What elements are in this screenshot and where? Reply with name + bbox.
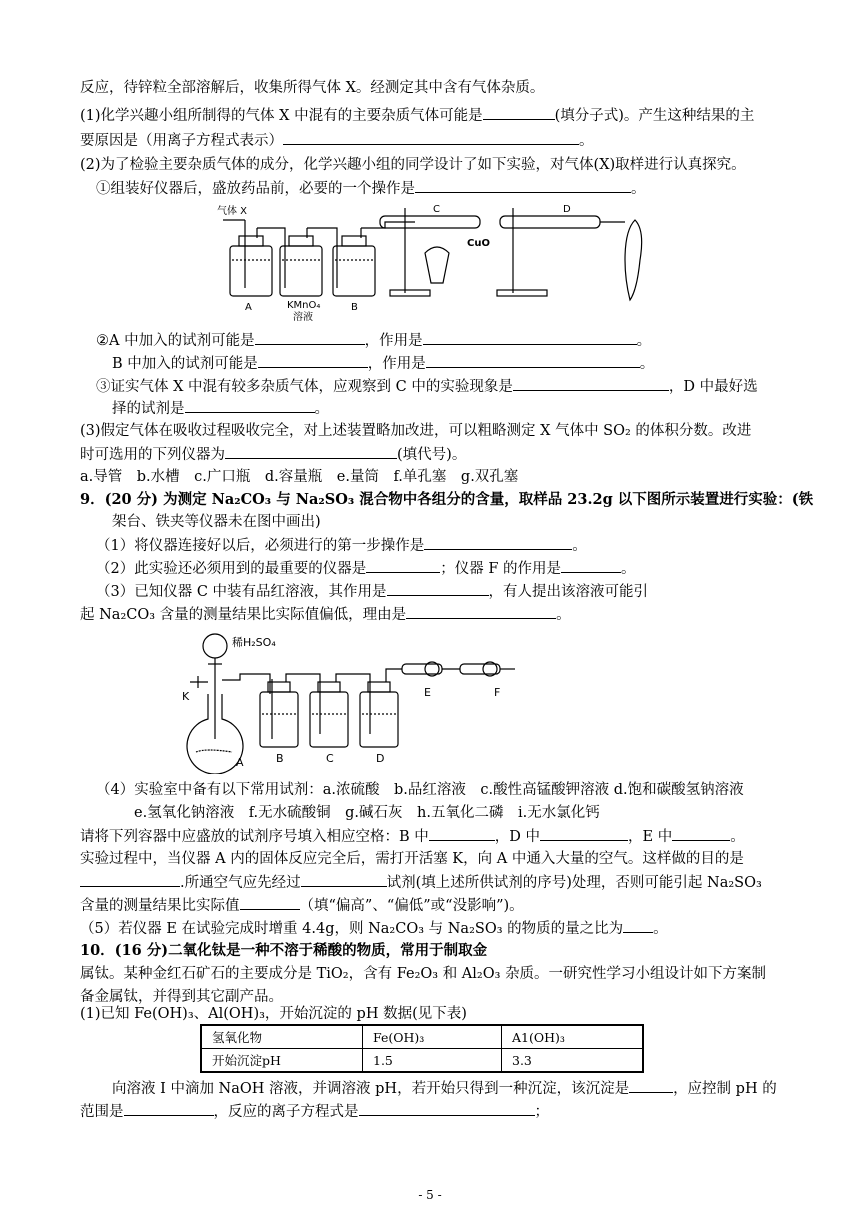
line-q9b: 架台、铁夹等仪器未在图中画出) [112,514,321,530]
answer-blank[interactable] [283,130,579,145]
answer-blank[interactable] [124,1101,214,1116]
answer-blank[interactable] [255,330,365,345]
line-q9-3b: 起 Na₂CO₃ 含量的测量结果比实际值偏低，理由是 。 [80,604,571,625]
answer-blank[interactable] [258,353,368,368]
apparatus-figure-1 [215,198,665,323]
answer-blank[interactable] [240,895,300,910]
table-cell: 氢氧化物 [201,1025,363,1049]
line-q9: 9．(20 分) 为测定 Na₂CO₃ 与 Na₂SO₃ 混合物中各组分的含量，取样品 23.2g 以下图所示装置进行实验：(铁 [80,491,814,508]
answer-blank[interactable] [423,330,637,345]
line-q9-3: （3）已知仪器 C 中装有品红溶液，其作用是 ，有人提出该溶液可能引 [96,581,648,602]
answer-blank[interactable] [426,353,640,368]
table-row [201,1025,643,1049]
line-q2-2a: ②A 中加入的试剂可能是 ，作用是 。 [96,330,651,351]
line-q10c: 备金属钛，并得到其它副产品。 [80,989,283,1005]
answer-blank[interactable] [540,826,628,841]
line-q3: (3)假定气体在吸收过程吸收完全，对上述装置略加改进，可以粗略测定 X 气体中 SO₂ 的体积分数。改进 [80,423,752,439]
answer-blank[interactable] [225,444,397,459]
answer-blank[interactable] [429,826,495,841]
label-a: A [245,302,252,313]
line-q9-2: （2）此实验还必须用到的最重要的仪器是 ；仪器 F 的作用是 。 [96,558,636,579]
table-cell: Fe(OH)₃ [363,1025,502,1049]
answer-blank[interactable] [424,535,572,550]
table-cell: 开始沉淀pH [201,1049,363,1073]
answer-blank[interactable] [185,398,315,413]
line-q9-4: （4）实验室中备有以下常用试剂：a.浓硫酸 b.品红溶液 c.酸性高锰酸钾溶液 d.饱和碳酸氢钠溶液 [96,782,744,798]
answer-blank[interactable] [387,581,489,596]
label-c: C [326,752,334,765]
gas-x-label: 气体 X [217,206,248,217]
answer-blank[interactable] [415,178,631,193]
line-q2: (2)为了检验主要杂质气体的成分，化学兴趣小组的同学设计了如下实验，对气体(X)取样进行认真探究。 [80,157,746,173]
answer-blank[interactable] [406,604,556,619]
table-cell: 1.5 [363,1049,502,1073]
line-options: a.导管 b.水槽 c.广口瓶 d.容量瓶 e.量筒 f.单孔塞 g.双孔塞 [80,469,519,485]
answer-blank[interactable] [359,1101,535,1116]
label-b: B [351,302,358,313]
line-q9-4d: 实验过程中，当仪器 A 内的固体反应完全后，需打开活塞 K，向 A 中通入大量的空气。这样做的目的是 [80,851,744,867]
line-1: 反应，待锌粒全部溶解后，收集所得气体 X。经测定其中含有气体杂质。 [80,80,545,96]
answer-blank[interactable] [629,1078,673,1093]
label-kmno4: KMnO₄ [287,300,321,311]
line-q9-4f: 含量的测量结果比实际值 （填“偏高”、“偏低”或“没影响”)。 [80,895,524,916]
answer-blank[interactable] [366,558,440,573]
answer-blank[interactable] [623,918,653,933]
answer-blank[interactable] [513,376,669,391]
label-a: A [236,756,244,769]
line-q2-1: ①组装好仪器后，盛放药品前，必要的一个操作是 。 [96,178,646,199]
label-f: F [494,686,501,699]
line-q10b: 属钛。某种金红石矿石的主要成分是 TiO₂，含有 Fe₂O₃ 和 Al₂O₃ 杂质。一研究性学习小组设计如下方案制 [80,966,767,982]
answer-blank[interactable] [301,872,387,887]
label-b: B [276,752,284,765]
line-q3b: 时可选用的下列仪器为 (填代号)。 [80,444,466,465]
line-q10-1: (1)已知 Fe(OH)₃、Al(OH)₃，开始沉淀的 pH 数据(见下表) [80,1006,467,1022]
label-d: D [376,752,385,765]
line-q10-1c: 范围是 ，反应的离子方程式是 ； [80,1101,549,1122]
ph-table [200,1024,644,1073]
answer-blank[interactable] [483,105,555,120]
line-q10: 10．(16 分)二氧化钛是一种不溶于稀酸的物质，常用于制取金 [80,942,488,959]
line-q9-4c: 请将下列容器中应盛放的试剂序号填入相应空格：B 中 ，D 中 ，E 中 。 [80,826,745,847]
answer-blank[interactable] [80,872,180,887]
line-q9-4e: .所通空气应先经过 试剂(填上述所供试剂的序号)处理，否则可能引起 Na₂SO₃ [80,872,762,893]
table-row [201,1049,643,1073]
label-solution: 溶液 [293,312,313,323]
line-q9-1: （1）将仪器连接好以后，必须进行的第一步操作是 。 [96,535,587,556]
line-q9-4b: e.氢氧化钠溶液 f.无水硫酸铜 g.碱石灰 h.五氧化二磷 i.无水氯化钙 [134,805,600,821]
line-q1-reason: 要原因是（用离子方程式表示） 。 [80,130,594,151]
line-q2-2b: B 中加入的试剂可能是 ，作用是 。 [112,353,654,374]
answer-blank[interactable] [561,558,621,573]
line-q10-1b: 向溶液 I 中滴加 NaOH 溶液，并调溶液 pH，若开始只得到一种沉淀，该沉淀是 ，应控制 pH 的 [112,1078,777,1099]
label-c: C [433,204,440,215]
line-q9-5: （5）若仪器 E 在试验完成时增重 4.4g，则 Na₂CO₃ 与 Na₂SO₃ 的物质的量之比为 。 [80,918,668,939]
line-q2-3b: 择的试剂是 。 [112,398,329,419]
label-k: K [182,690,190,703]
apparatus-figure-2 [180,624,525,774]
line-q1: (1)化学兴趣小组所制得的气体 X 中混有的主要杂质气体可能是 (填分子式)。产生这种结果的主 [80,105,754,126]
page-number: - 5 - [418,1188,442,1202]
line-q2-3: ③证实气体 X 中混有较多杂质气体，应观察到 C 中的实验现象是 ，D 中最好选 [96,376,758,397]
label-d: D [563,204,571,215]
label-e: E [424,686,431,699]
label-dilute-acid: 稀H₂SO₄ [232,636,276,649]
table-cell: 3.3 [502,1049,644,1073]
label-cuo: CuO [467,238,490,249]
table-cell: A1(OH)₃ [502,1025,644,1049]
answer-blank[interactable] [672,826,730,841]
